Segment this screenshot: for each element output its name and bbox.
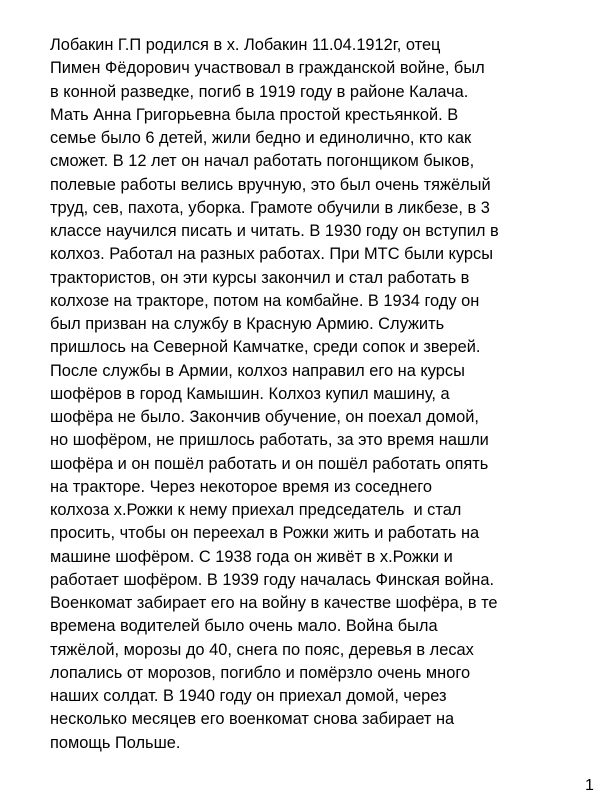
text-line: сможет. В 12 лет он начал работать погонщиком быков, xyxy=(50,152,475,171)
text-line: Лобакин Г.П родился в х. Лобакин 11.04.1912г, отец xyxy=(50,36,441,54)
text-line: тяжёлой, морозы до 40, снега по пояс, деревья в лесах xyxy=(50,640,474,659)
text-line: машине шофёром. С 1938 года он живёт в х.Рожки и xyxy=(50,547,453,566)
text-line: лопались от морозов, погибло и помёрзло очень много xyxy=(50,663,471,682)
text-line: Мать Анна Григорьевна была простой крестьянкой. В xyxy=(50,105,459,124)
text-line: трактористов, он эти курсы закончил и стал работать в xyxy=(50,268,470,287)
text-line: работает шофёром. В 1939 году началась Финская война. xyxy=(50,570,494,589)
text-line: шофёра и он пошёл работать и он пошёл работать опять xyxy=(50,454,489,473)
text-line: семье было 6 детей, жили бедно и единолично, кто как xyxy=(50,129,472,147)
text-line: колхоз. Работал на разных работах. При МТС были курсы xyxy=(50,245,493,264)
text-line: несколько месяцев его военкомат снова забирает на xyxy=(50,710,455,729)
text-line: шофёра не было. Закончив обучение, он поехал домой, xyxy=(50,408,479,426)
text-line: колхоза х.Рожки к нему приехал председатель и стал xyxy=(50,501,462,519)
text-line: но шофёром, не пришлось работать, за это время нашли xyxy=(50,431,489,450)
page-number: 1 xyxy=(585,777,594,794)
text-line: колхозе на тракторе, потом на комбайне. В 1934 году он xyxy=(50,291,480,310)
text-line: в конной разведке, погиб в 1919 году в районе Калача. xyxy=(50,82,469,101)
text-line: пришлось на Северной Камчатке, среди сопок и зверей. xyxy=(50,338,481,357)
text-line: классе научился писать и читать. В 1930 году он вступил в xyxy=(50,222,499,240)
text-line: труд, сев, пахота, уборка. Грамоте обучили в ликбезе, в 3 xyxy=(50,198,490,217)
text-line: шофёров в город Камышин. Колхоз купил машину, а xyxy=(50,384,450,403)
text-line: наших солдат. В 1940 году он приехал домой, через xyxy=(50,687,447,705)
text-line: был призван на службу в Красную Армию. Служить xyxy=(50,315,445,333)
biography-text xyxy=(50,34,595,755)
text-line: полевые работы велись вручную, это был очень тяжёлый xyxy=(50,175,491,194)
text-line: После службы в Армии, колхоз направил его на курсы xyxy=(50,361,465,380)
text-line: Пимен Фёдорович участвовал в гражданской войне, был xyxy=(50,59,485,78)
text-line: просить, чтобы он переехал в Рожки жить и работать на xyxy=(50,524,480,543)
text-line: помощь Польше. xyxy=(50,733,181,752)
text-line: на тракторе. Через некоторое время из соседнего xyxy=(50,477,432,496)
text-line: времена водителей было очень мало. Война была xyxy=(50,617,438,636)
text-line: Военкомат забирает его на войну в качестве шофёра, в те xyxy=(50,594,498,612)
